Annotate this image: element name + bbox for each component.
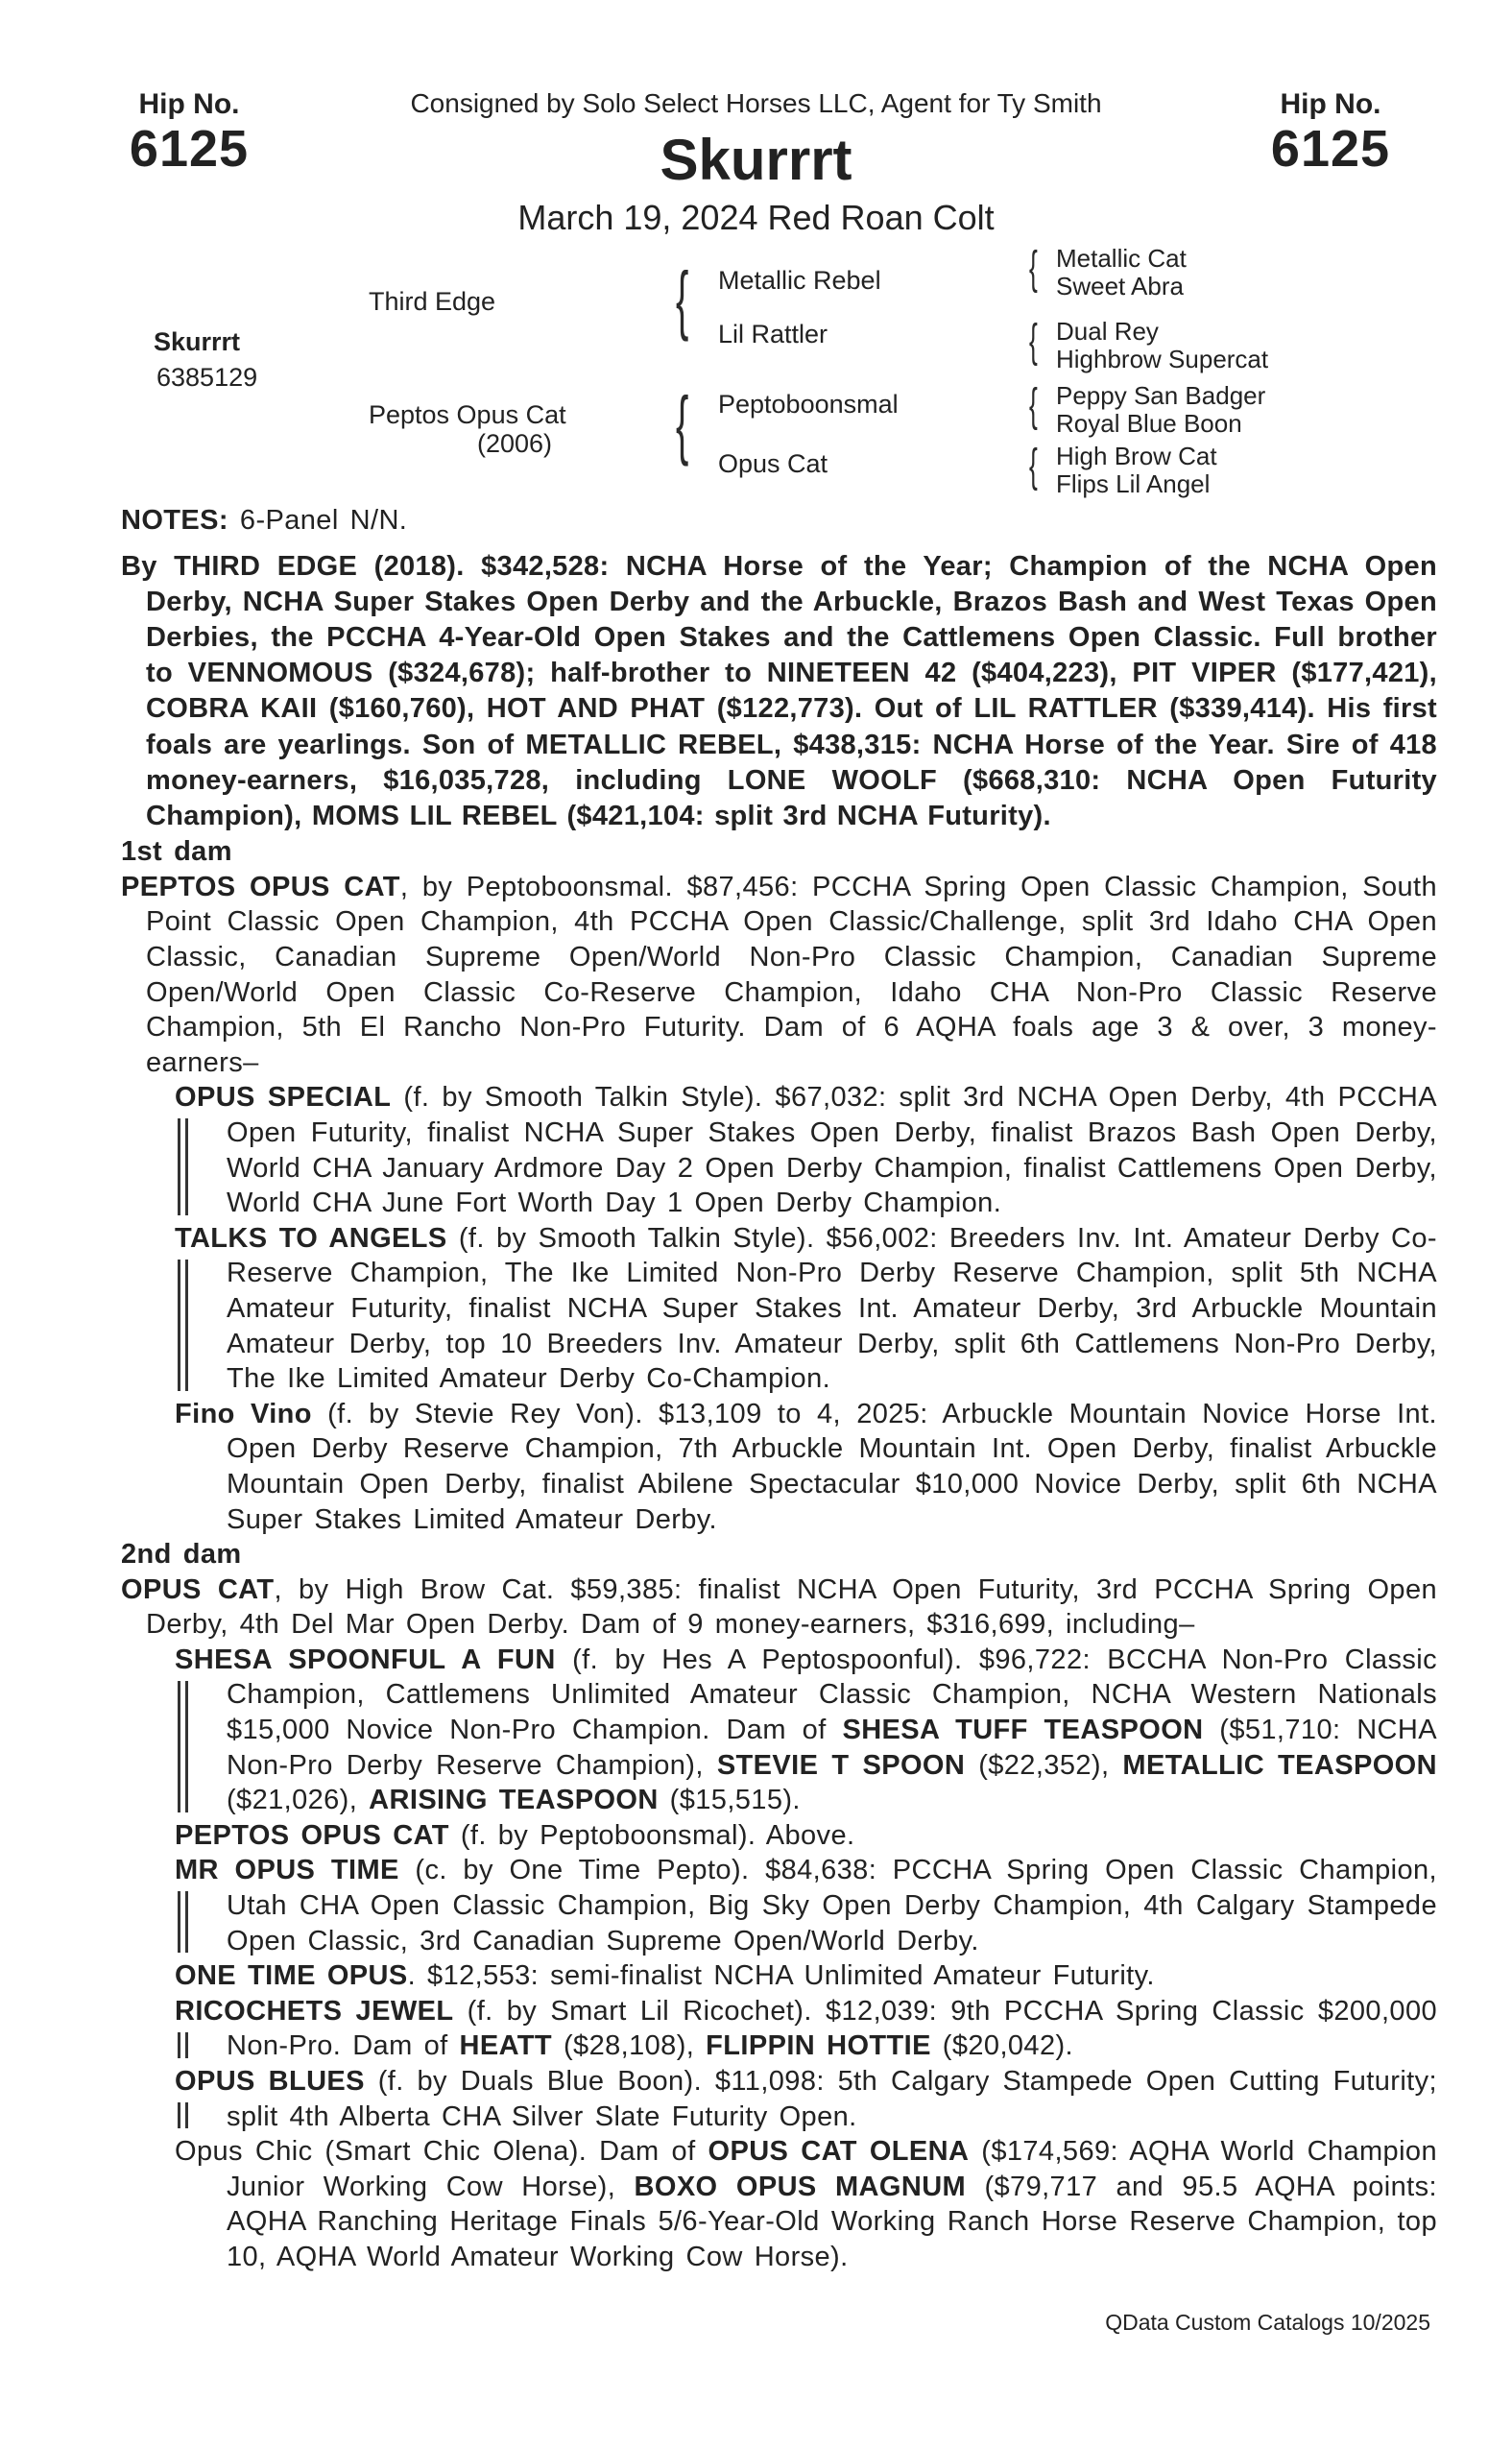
pedigree-gen3-name: Highbrow Supercat [1056, 345, 1269, 373]
pedigree-dam-sire: Peptoboonsmal [718, 390, 899, 419]
pedigree-gen3-name: Flips Lil Angel [1056, 469, 1211, 498]
pedigree-sire: Third Edge [369, 287, 496, 316]
sire-paragraph: By THIRD EDGE (2018). $342,528: NCHA Horse of the Year; Champion of the NCHA Open Derby, NCHA Super Stakes Open Derby and the Arbuckle, Brazos Bash and West Texas Open Derbies, the PCCHA 4-Year-Old Open Stakes and the Cattlemens Open Classic. Full brother to VENNOMOUS ($324,678); half-brother to NINETEEN 42 ($404,223), PIT VIPER ($177,421), COBRA KAII ($160,760), HOT AND PHAT ($122,773). Out of LIL RATTLER ($339,414). His first foals are yearlings. Son of METALLIC REBEL, $438,315: NCHA Horse of the Year. Sire of 418 money-earners, $16,035,728, including LONE WOOLF ($668,310: NCHA Open Futurity Champion), MOMS LIL REBEL ($421,104: split 3rd NCHA Futurity). [121, 550, 1437, 832]
catalog-footer-credit: QData Custom Catalogs 10/2025 [1105, 2310, 1430, 2335]
first-dam-heading: 1st dam [121, 836, 232, 868]
pedigree-chart [0, 0, 1512, 509]
pedigree-gen3-name: Sweet Abra [1056, 272, 1184, 300]
offspring-paragraph-peptos-opus-cat: PEPTOS OPUS CAT (f. by Peptoboonsmal). Above. [175, 1819, 855, 1851]
pedigree-brace-icon: { [1029, 380, 1038, 431]
produce-record-bars [178, 2032, 188, 2058]
offspring-paragraph-shesa-spoonful-a-fun: SHESA SPOONFUL A FUN (f. by Hes A Peptospoonful). $96,722: BCCHA Non-Pro Classic Champion, Cattlemens Unlimited Amateur Classic Champion, NCHA Western Nationals $15,000 Novice Non-Pro Champion. Dam of SHESA TUFF TEASPOON ($51,710: NCHA Non-Pro Derby Reserve Champion), STEVIE T SPOON ($22,352), METALLIC TEASPOON ($21,026), ARISING TEASPOON ($15,515). [175, 1644, 1437, 1816]
pedigree-subject-name: Skurrrt [154, 327, 241, 356]
second-dam-paragraph: OPUS CAT, by High Brow Cat. $59,385: finalist NCHA Open Futurity, 3rd PCCHA Spring Open Derby, 4th Del Mar Open Derby. Dam of 9 money-earners, $316,699, including– [121, 1573, 1438, 1641]
offspring-paragraph-opus-blues: OPUS BLUES (f. by Duals Blue Boon). $11,098: 5th Calgary Stampede Open Cutting Futurity; split 4th Alberta CHA Silver Slate Futurity Open. [175, 2066, 1437, 2132]
catalog-text-column [121, 503, 1437, 2275]
pedigree-gen3-name: Metallic Cat [1056, 244, 1187, 273]
produce-record-bars [178, 1891, 188, 1953]
produce-record-bars [178, 1681, 188, 1812]
hip-label: Hip No. [1280, 88, 1381, 120]
offspring-paragraph-opus-special: OPUS SPECIAL (f. by Smooth Talkin Style). $67,032: split 3rd NCHA Open Derby, 4th PCCHA Open Futurity, finalist NCHA Super Stakes Open Derby, finalist Brazos Bash Open Derby, World CHA January Ardmore Day 2 Open Derby Champion, finalist Cattlemens Open Derby, World CHA June Fort Worth Day 1 Open Derby Champion. [175, 1082, 1437, 1219]
offspring-paragraph-talks-to-angels: TALKS TO ANGELS (f. by Smooth Talkin Style). $56,002: Breeders Inv. Int. Amateur Derby Co-Reserve Champion, The Ike Limited Non-Pro Derby Reserve Champion, split 5th NCHA Amateur Futurity, finalist NCHA Super Stakes Int. Amateur Derby, 3rd Arbuckle Mountain Amateur Derby, top 10 Breeders Inv. Amateur Derby, split 6th Cattlemens Non-Pro Derby, The Ike Limited Amateur Derby Co-Champion. [175, 1222, 1437, 1395]
pedigree-gen3-name: High Brow Cat [1056, 442, 1217, 470]
produce-record-bars [178, 1118, 188, 1214]
consignor-line: Consigned by Solo Select Horses LLC, Agent for Ty Smith [410, 88, 1102, 118]
foal-info-line: March 19, 2024 Red Roan Colt [517, 198, 995, 237]
pedigree-brace-icon: { [1029, 316, 1038, 367]
pedigree-brace-icon: { [676, 256, 689, 342]
pedigree-brace-icon: { [1029, 243, 1038, 294]
hip-number: 6125 [129, 120, 250, 178]
notes-line [121, 503, 1437, 539]
pedigree-sire-dam: Lil Rattler [718, 320, 828, 348]
produce-record-bars [178, 1260, 188, 1391]
first-dam-paragraph: PEPTOS OPUS CAT, by Peptoboonsmal. $87,456: PCCHA Spring Open Classic Champion, South Point Classic Open Champion, 4th PCCHA Open Classic/Challenge, split 3rd Idaho CHA Open Classic, Canadian Supreme Open/World Non-Pro Classic Champion, Canadian Supreme Open/World Open Classic Co-Reserve Champion, Idaho CHA Non-Pro Classic Reserve Champion, 5th El Rancho Non-Pro Futurity. Dam of 6 AQHA foals age 3 & over, 3 money-earners– [121, 871, 1437, 1078]
hip-number: 6125 [1270, 120, 1391, 178]
pedigree-dam: Peptos Opus Cat [369, 400, 566, 429]
pedigree-brace-icon: { [676, 381, 689, 467]
hip-label: Hip No. [138, 88, 240, 120]
notes-text: NOTES: 6-Panel N/N. [121, 505, 408, 536]
pedigree-brace-icon: { [1029, 441, 1038, 492]
pedigree-subject-reg-number: 6385129 [156, 363, 258, 392]
pedigree-gen3-name: Dual Rey [1056, 317, 1159, 346]
offspring-paragraph-one-time-opus: ONE TIME OPUS. $12,553: semi-finalist NCHA Unlimited Amateur Futurity. [175, 1960, 1155, 1992]
offspring-paragraph-mr-opus-time: MR OPUS TIME (c. by One Time Pepto). $84,638: PCCHA Spring Open Classic Champion, Utah CHA Open Classic Champion, Big Sky Open Derby Champion, 4th Calgary Stampede Open Classic, 3rd Canadian Supreme Open/World Derby. [175, 1855, 1437, 1956]
second-dam-heading: 2nd dam [121, 1539, 242, 1571]
pedigree-dam-dam: Opus Cat [718, 449, 828, 478]
pedigree-gen3-name: Peppy San Badger [1056, 381, 1266, 410]
pedigree-sire-sire: Metallic Rebel [718, 266, 881, 295]
offspring-paragraph-opus-chic: Opus Chic (Smart Chic Olena). Dam of OPUS CAT OLENA ($174,569: AQHA World Champion Junior Working Cow Horse), BOXO OPUS MAGNUM ($79,717 and 95.5 AQHA points: AQHA Ranching Heritage Finals 5/6-Year-Old Working Ranch Horse Reserve Champion, top 10, AQHA World Amateur Working Cow Horse). [175, 2136, 1437, 2272]
produce-record-bars [178, 2102, 188, 2128]
horse-name-title: Skurrrt [660, 128, 852, 192]
pedigree-gen3-name: Royal Blue Boon [1056, 409, 1242, 438]
offspring-paragraph-ricochets-jewel: RICOCHETS JEWEL (f. by Smart Lil Ricochet). $12,039: 9th PCCHA Spring Classic $200,000 Non-Pro. Dam of HEATT ($28,108), FLIPPIN HOTTIE ($20,042). [175, 1995, 1437, 2062]
pedigree-dam-year: (2006) [477, 429, 553, 458]
offspring-paragraph-fino-vino: Fino Vino (f. by Stevie Rey Von). $13,109 to 4, 2025: Arbuckle Mountain Novice Horse Int. Open Derby Reserve Champion, 7th Arbuckle Mountain Int. Open Derby, finalist Arbuckle Mountain Open Derby, finalist Abilene Spectacular $10,000 Novice Derby, split 6th NCHA Super Stakes Limited Amateur Derby. [175, 1398, 1437, 1535]
